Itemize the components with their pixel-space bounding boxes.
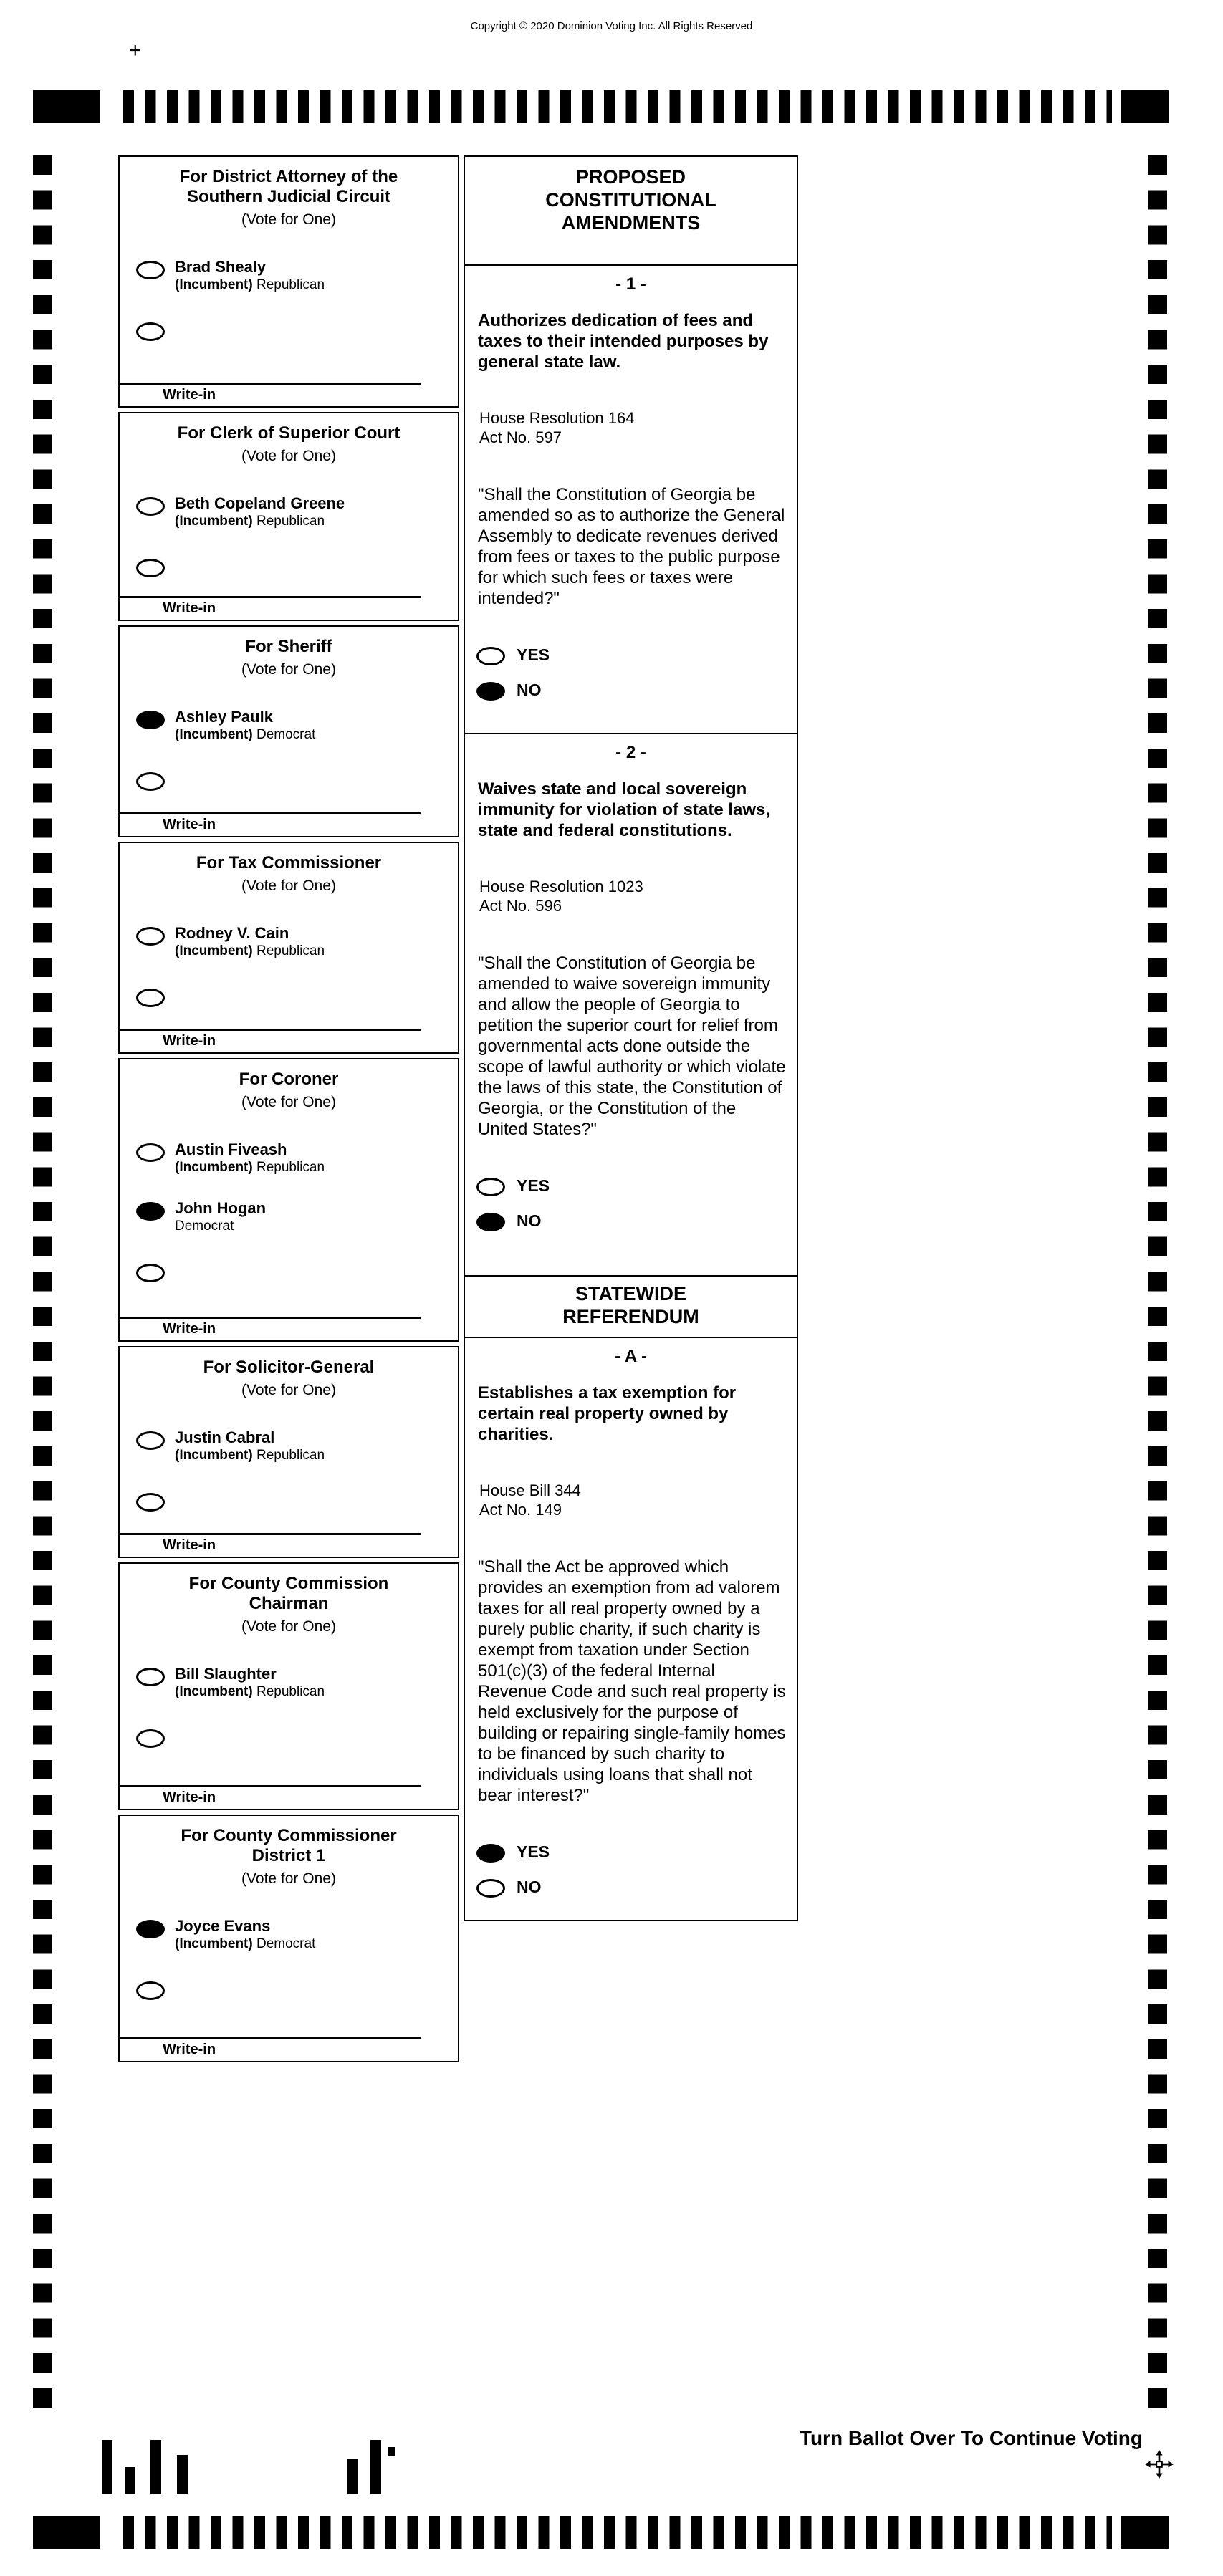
candidate-incumbent: (Incumbent) [175,1160,253,1175]
candidate-oval[interactable] [136,261,165,279]
candidate-detail [175,1160,325,1176]
contest-column [118,155,459,2067]
candidate-name: Justin Cabral [175,1428,275,1446]
timing-block-top-right [1121,90,1169,123]
measure-reference-2: Act No. 596 [479,897,562,915]
write-in-oval[interactable] [136,322,165,341]
write-in-oval-row [120,320,458,341]
vote-for-instruction: (Vote for One) [241,661,336,678]
write-in-oval[interactable] [136,772,165,791]
candidate-party: Democrat [256,1936,316,1951]
timing-block-bottom-right [1121,2516,1169,2549]
candidate-incumbent: (Incumbent) [175,943,253,958]
contest-clerk-superior-court [118,412,459,621]
candidate-oval[interactable] [136,1202,165,1221]
write-in-label: Write-in [163,817,216,832]
no-choice-row [465,1211,797,1231]
contest-district-attorney [118,155,459,408]
move-crosshair-icon [1145,2450,1174,2479]
measure-reference-1: House Resolution 164 [479,409,635,427]
write-in-oval[interactable] [136,1729,165,1748]
contest-tax-commissioner [118,842,459,1054]
write-in-line[interactable] [120,1029,421,1031]
candidate-party: Democrat [175,1219,234,1234]
vote-for-instruction: (Vote for One) [241,211,336,228]
no-label: NO [517,1211,542,1230]
no-oval[interactable] [476,1213,505,1231]
candidate-incumbent: (Incumbent) [175,277,253,292]
measure-references [479,408,785,447]
timing-block-top-left [33,90,100,123]
candidate-party: Republican [256,943,325,958]
candidate-name: Joyce Evans [175,1917,271,1935]
write-in-area [120,1317,458,1337]
candidate-name: Austin Fiveash [175,1140,287,1158]
candidate-info [175,1141,325,1176]
write-in-area [120,596,458,617]
contest-coroner [118,1058,459,1342]
candidate-row [120,1666,458,1700]
yes-label: YES [517,1176,550,1195]
candidate-detail [175,514,345,529]
candidate-oval[interactable] [136,1668,165,1686]
write-in-area [120,1533,458,1554]
timing-marks-bottom [123,2516,1112,2549]
write-in-oval[interactable] [136,1493,165,1512]
measure-reference-2: Act No. 149 [479,1501,562,1519]
write-in-line[interactable] [120,383,421,385]
candidate-row [120,1200,458,1234]
no-label: NO [517,1878,542,1896]
candidate-oval[interactable] [136,711,165,729]
write-in-oval-row [120,986,458,1007]
measure-reference-1: House Bill 344 [479,1481,581,1499]
write-in-line[interactable] [120,1533,421,1535]
write-in-area [120,1785,458,1806]
write-in-oval[interactable] [136,1264,165,1282]
candidate-info [175,1666,325,1700]
write-in-oval-row [120,770,458,791]
vote-for-instruction: (Vote for One) [241,878,336,894]
contest-sheriff [118,625,459,837]
write-in-line[interactable] [120,1317,421,1319]
measure-question: "Shall the Act be approved which provides an exemption from ad valorem taxes for all real property owned by a purely public charity, if such charity is exempt from taxation under Section 501(c)(3) of the federal Internal Revenue Code and such real property is held exclusively for the purpose of building or repairing single-family homes to be financed by such charity to individuals using loans that shall not bear interest?" [478,1557,786,1805]
vote-for-instruction: (Vote for One) [241,448,336,464]
measure-references [479,877,785,915]
contest-county-commissioner-district-1 [118,1815,459,2062]
write-in-oval-row [120,1261,458,1282]
measure-number: - 2 - [615,743,646,762]
ballot-code-marks [102,2440,403,2494]
candidate-oval[interactable] [136,1920,165,1938]
write-in-oval-row [120,1491,458,1512]
yes-label: YES [517,1842,550,1861]
measure-referendum-a [464,1337,798,1921]
measure-references [479,1481,785,1519]
candidate-oval[interactable] [136,1143,165,1162]
candidate-detail [175,1448,325,1464]
write-in-area [120,383,458,403]
candidate-detail [175,943,325,959]
candidate-row [120,259,458,293]
referendum-header-line2: REFERENDUM [562,1306,699,1327]
contest-title: For District Attorney of the Southern Judicial Circuit [179,167,398,206]
candidate-info [175,708,315,743]
write-in-oval[interactable] [136,1981,165,2000]
amendments-header-line3: AMENDMENTS [561,212,701,234]
candidate-name: Ashley Paulk [175,708,273,726]
timing-marks-left [33,155,52,2412]
measure-question: "Shall the Constitution of Georgia be amended to waive sovereign immunity and allow the people of Georgia to petition the superior court for relief from governmental acts done outside the scope of lawful authority or which violate the laws of this state, the Constitution of Georgia, or the Constitution of the United States?" [478,953,786,1139]
vote-for-instruction: (Vote for One) [241,1618,336,1635]
vote-for-instruction: (Vote for One) [241,1870,336,1887]
yes-choice-row [465,1842,797,1863]
measure-summary: Authorizes dedication of fees and taxes to their intended purposes by general state law. [478,311,769,372]
measure-amendment-1 [464,264,798,734]
measure-amendment-2 [464,733,798,1277]
write-in-line[interactable] [120,812,421,814]
yes-label: YES [517,645,550,664]
timing-block-bottom-left [33,2516,100,2549]
measure-reference-1: House Resolution 1023 [479,878,643,895]
candidate-party: Democrat [256,727,316,742]
write-in-label: Write-in [163,2042,216,2057]
measure-reference-2: Act No. 597 [479,428,562,446]
turn-ballot-over-text: Turn Ballot Over To Continue Voting [799,2427,1143,2449]
candidate-name: John Hogan [175,1199,267,1217]
candidate-row [120,495,458,529]
write-in-oval-row [120,1979,458,2000]
referendum-header-line1: STATEWIDE [575,1283,686,1304]
measure-question: "Shall the Constitution of Georgia be amended so as to authorize the General Assembly to dedicate revenues derived from fees or taxes to the public purpose for which such fees or taxes were intended?" [478,485,785,608]
write-in-oval[interactable] [136,989,165,1007]
contest-title: For County Commission Chairman [188,1574,389,1613]
candidate-party: Republican [256,1160,325,1175]
measure-number: - A - [615,1347,647,1366]
candidate-party: Republican [256,277,325,292]
no-oval[interactable] [476,1879,505,1898]
candidate-incumbent: (Incumbent) [175,514,253,529]
vote-for-instruction: (Vote for One) [241,1382,336,1398]
contest-title: For Coroner [239,1070,339,1089]
write-in-label: Write-in [163,600,216,616]
referendum-header [464,1275,798,1338]
vote-for-instruction: (Vote for One) [241,1094,336,1110]
candidate-row [120,1429,458,1464]
write-in-oval-row [120,557,458,577]
no-oval[interactable] [476,682,505,701]
candidate-row [120,1141,458,1176]
measure-number: - 1 - [615,274,646,294]
amendments-header [464,155,798,266]
candidate-name: Bill Slaughter [175,1665,277,1683]
contest-title: For Clerk of Superior Court [177,423,401,443]
candidate-incumbent: (Incumbent) [175,1936,253,1951]
candidate-info [175,1429,325,1464]
contest-title: For Tax Commissioner [196,853,382,873]
candidate-incumbent: (Incumbent) [175,1684,253,1699]
candidate-party: Republican [256,1684,325,1699]
copyright-text: Copyright © 2020 Dominion Voting Inc. All Rights Reserved [470,20,753,32]
write-in-line[interactable] [120,2037,421,2039]
write-in-area [120,1029,458,1049]
candidate-party: Republican [256,1448,325,1463]
write-in-oval[interactable] [136,559,165,577]
yes-choice-row [465,645,797,665]
candidate-row [120,708,458,743]
write-in-label: Write-in [163,1789,216,1805]
candidate-detail [175,727,315,743]
write-in-label: Write-in [163,387,216,403]
no-label: NO [517,681,542,699]
candidate-oval[interactable] [136,497,165,516]
contest-title: For Solicitor-General [203,1357,375,1377]
no-choice-row [465,680,797,701]
write-in-label: Write-in [163,1033,216,1049]
candidate-detail [175,1684,325,1700]
candidate-info [175,495,345,529]
candidate-detail [175,277,325,293]
candidate-incumbent: (Incumbent) [175,727,253,742]
candidate-info [175,1918,315,1952]
yes-oval[interactable] [476,1178,505,1196]
write-in-oval-row [120,1727,458,1748]
write-in-label: Write-in [163,1537,216,1553]
write-in-line[interactable] [120,596,421,598]
candidate-info [175,259,325,293]
candidate-row [120,925,458,959]
candidate-info [175,925,325,959]
candidate-oval[interactable] [136,1431,165,1450]
contest-title: For County Commissioner District 1 [181,1826,397,1865]
write-in-area [120,2037,458,2058]
write-in-line[interactable] [120,1785,421,1787]
registration-plus-icon: + [129,39,142,62]
yes-oval[interactable] [476,647,505,665]
timing-marks-top [123,90,1112,123]
yes-oval[interactable] [476,1844,505,1863]
candidate-name: Rodney V. Cain [175,924,289,942]
candidate-detail [175,1219,266,1234]
candidate-name: Brad Shealy [175,258,267,276]
contest-title: For Sheriff [245,637,332,656]
candidate-oval[interactable] [136,927,165,946]
measure-summary: Establishes a tax exemption for certain real property owned by charities. [478,1383,737,1444]
candidate-name: Beth Copeland Greene [175,494,345,512]
candidate-detail [175,1936,315,1952]
candidate-info [175,1200,266,1234]
measure-column [464,155,798,1921]
measure-summary: Waives state and local sovereign immunity for violation of state laws, state and federal constitutions. [478,779,771,840]
write-in-label: Write-in [163,1321,216,1337]
candidate-incumbent: (Incumbent) [175,1448,253,1463]
candidate-row [120,1918,458,1952]
contest-commission-chairman [118,1562,459,1810]
amendments-header-line1: PROPOSED [575,166,686,188]
write-in-area [120,812,458,833]
timing-marks-right [1148,155,1167,2412]
yes-choice-row [465,1176,797,1196]
candidate-party: Republican [256,514,325,529]
amendments-header-line2: CONSTITUTIONAL [545,189,716,211]
contest-solicitor-general [118,1346,459,1558]
no-choice-row [465,1877,797,1898]
